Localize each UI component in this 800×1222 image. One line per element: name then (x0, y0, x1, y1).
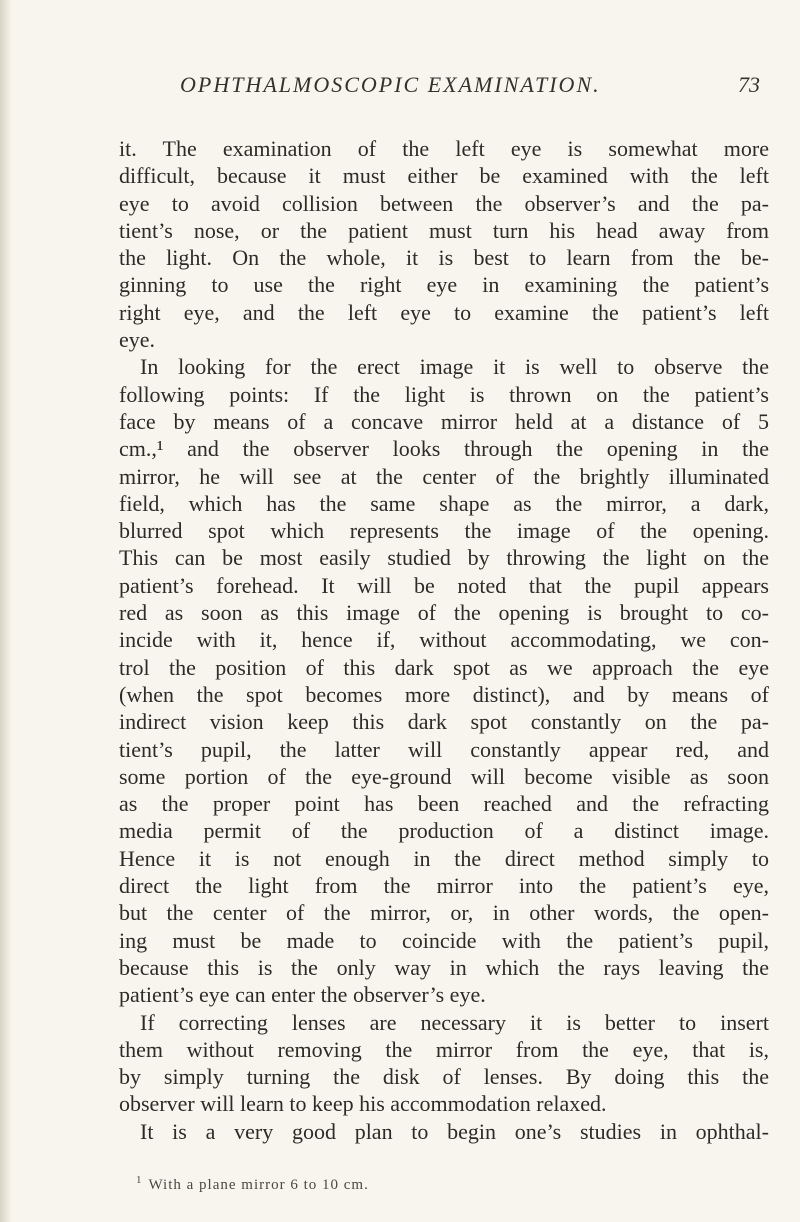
text-line: it. The examination of the left eye is somewhat more (119, 136, 769, 161)
page-number: 73 (738, 72, 760, 97)
footnote (136, 1171, 656, 1194)
text-line: cm.,¹ and the observer looks through the opening in the (119, 436, 769, 462)
text-line: This can be most easily studied by throwing the light on the (119, 545, 769, 571)
text-line: ing must be made to coincide with the patient’s pupil, (119, 927, 769, 953)
text-line: direct the light from the mirror into the patient’s eye, (119, 873, 769, 899)
text-line: as the proper point has been reached and the refracting (119, 791, 769, 817)
text-line: some portion of the eye-ground will become visible as soon (119, 763, 769, 789)
text-line: ginning to use the right eye in examining the patient’s (119, 272, 769, 298)
text-line: (when the spot becomes more distinct), and by means of (119, 681, 769, 707)
text-line: blurred spot which represents the image of the opening. (119, 518, 769, 544)
text-line: tient’s nose, or the patient must turn his head away from (119, 217, 769, 243)
text-line: incide with it, hence if, without accommodating, we con- (119, 627, 769, 653)
text-line: observer will learn to keep his accommodation relaxed. (119, 1091, 607, 1117)
running-title: OPHTHALMOSCOPIC EXAMINATION. (180, 72, 601, 97)
footnote-marker: 1 (136, 1174, 143, 1186)
text-line: mirror, he will see at the center of the brightly illuminated (119, 463, 769, 489)
text-line: eye to avoid collision between the observer’s and the pa- (119, 190, 769, 216)
text-line: the light. On the whole, it is best to learn from the be- (119, 245, 769, 271)
text-line: patient’s eye can enter the observer’s eye. (119, 982, 486, 1008)
text-line: but the center of the mirror, or, in other words, the open- (119, 900, 769, 926)
text-line: If correcting lenses are necessary it is better to insert (140, 1009, 769, 1035)
text-line: them without removing the mirror from the eye, that is, (119, 1036, 769, 1062)
footnote-text: With a plane mirror 6 to 10 cm. (148, 1177, 369, 1193)
text-line: media permit of the production of a distinct image. (119, 818, 769, 844)
text-line: In looking for the erect image it is well to observe the (140, 354, 769, 380)
text-line: indirect vision keep this dark spot constantly on the pa- (119, 709, 769, 735)
text-line: patient’s forehead. It will be noted that the pupil appears (119, 572, 769, 598)
page-header (180, 72, 760, 106)
body-text (119, 135, 769, 1145)
text-line: right eye, and the left eye to examine the patient’s left (119, 299, 769, 325)
text-line: face by means of a concave mirror held at a distance of 5 (119, 408, 769, 434)
text-line: field, which has the same shape as the mirror, a dark, (119, 490, 769, 516)
text-line: eye. (119, 327, 156, 353)
text-line: tient’s pupil, the latter will constantly appear red, and (119, 736, 769, 762)
text-line: because this is the only way in which the rays leaving the (119, 954, 769, 980)
text-line: trol the position of this dark spot as we approach the eye (119, 654, 769, 680)
text-line: red as soon as this image of the opening is brought to co- (119, 600, 769, 626)
text-line: difficult, because it must either be examined with the left (119, 163, 769, 189)
text-line: by simply turning the disk of lenses. By doing this the (119, 1064, 769, 1090)
text-line: It is a very good plan to begin one’s studies in ophthal- (140, 1118, 769, 1144)
text-line: following points: If the light is thrown on the patient’s (119, 381, 769, 407)
text-line: Hence it is not enough in the direct method simply to (119, 845, 769, 871)
page-binding-shadow (0, 0, 12, 1222)
